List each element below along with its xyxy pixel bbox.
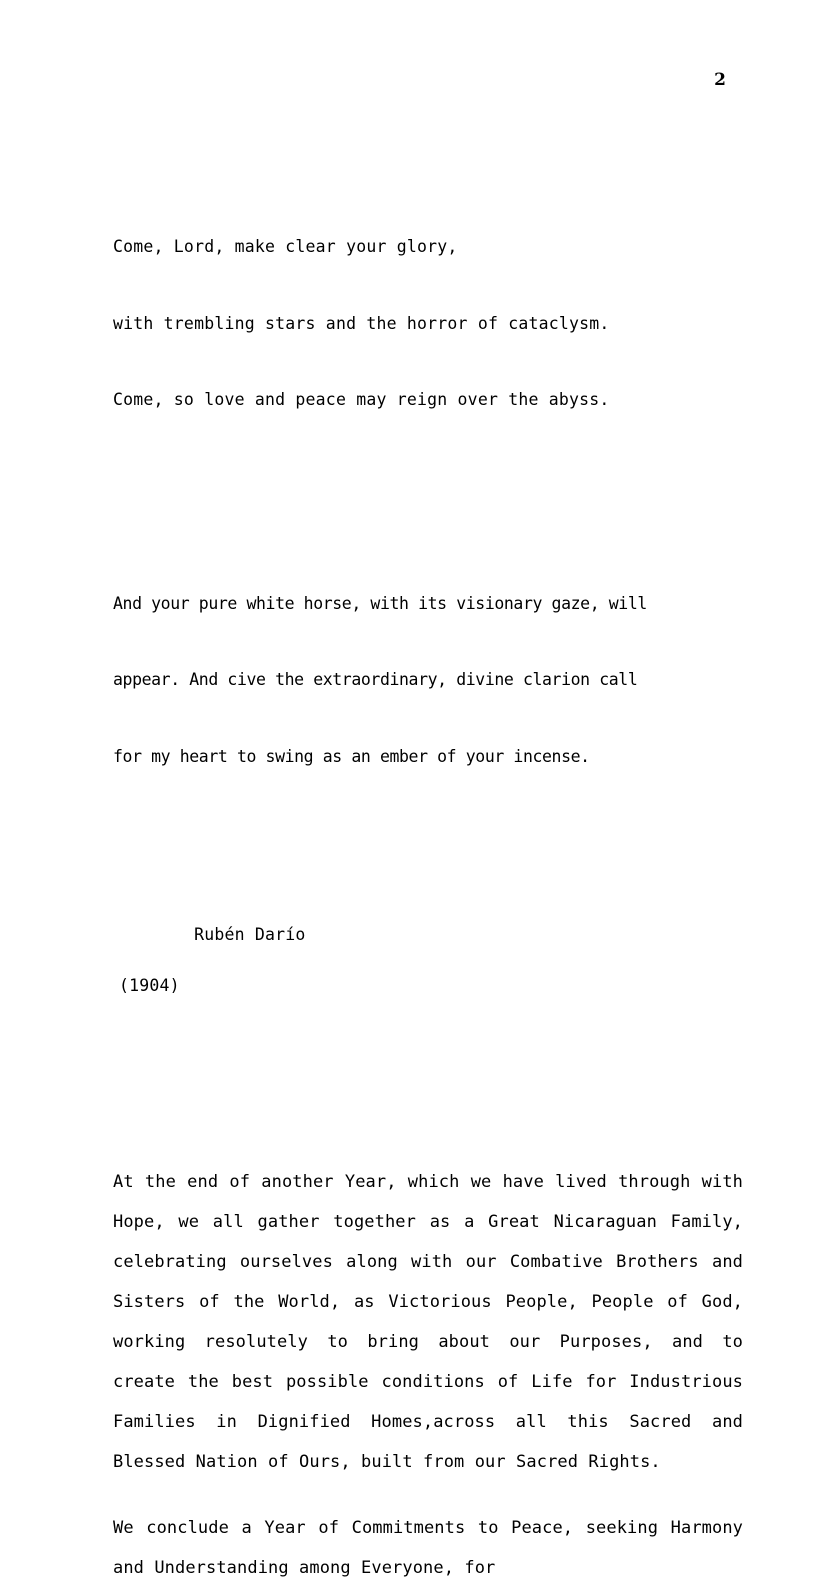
poem-line: for my heart to swing as an ember of your incense. [113, 746, 590, 766]
poem-line: with trembling stars and the horror of cataclysm. [113, 313, 610, 333]
poem-block [113, 132, 743, 1100]
poem-line: appear. And cive the extraordinary, divine clarion call [113, 670, 638, 689]
poem-stanza-1 [113, 183, 743, 464]
poem-author: Rubén Darío [194, 924, 306, 944]
paragraph: We conclude a Year of Commitments to Peace, seeking Harmony and Understanding among Everyone, for [113, 1518, 743, 1578]
body-text [113, 1162, 743, 1588]
page-number: 2 [714, 70, 726, 90]
poem-line: Come, so love and peace may reign over the abyss. [113, 390, 610, 409]
page-content [113, 132, 743, 1588]
poem-line: And your pure white horse, with its visionary gaze, will [113, 593, 647, 613]
paragraph: At the end of another Year, which we have lived through with Hope, we all gather together as a Great Nicaraguan Family, celebrating ourselves along with our Combative Brothers and Sisters of the World, as Victorious People, People of God, working resolutely to bring about our Purposes, and to create the best possible conditions of Life for Industrious Families in Dignified Homes,across all this Sacred and Blessed Nation of Ours, built from our Sacred Rights. [113, 1172, 743, 1472]
poem-stanza-2 [113, 540, 743, 821]
poem-year: (1904) [119, 975, 180, 995]
poem-attribution [113, 896, 743, 1049]
poem-line: Come, Lord, make clear your glory, [113, 237, 458, 256]
